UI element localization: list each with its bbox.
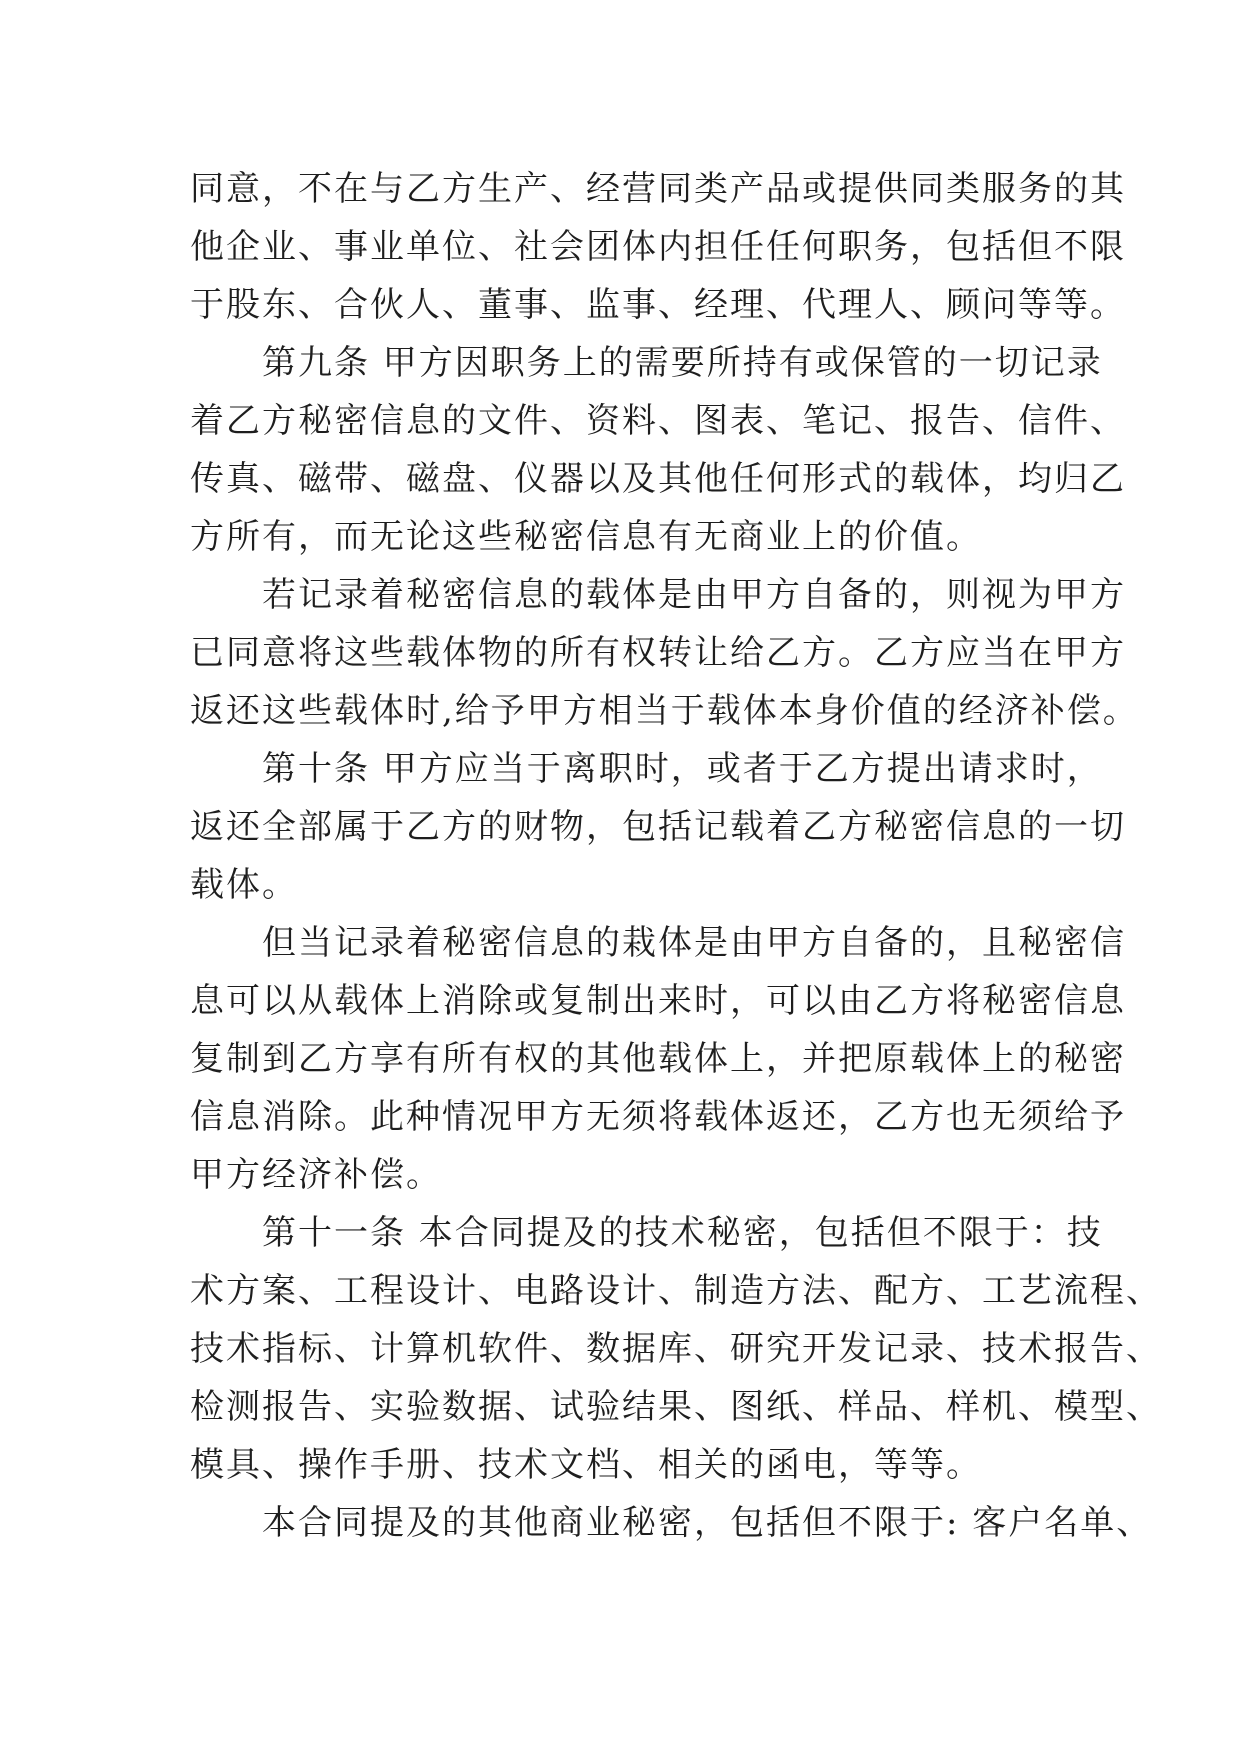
- text-line: 信息消除。此种情况甲方无须将载体返还，乙方也无须给予: [190, 1097, 1126, 1137]
- text-line: 第十一条 本合同提及的技术秘密，包括但不限于：技: [190, 1213, 1103, 1253]
- text-line: 第十条 甲方应当于离职时，或者于乙方提出请求时，: [190, 749, 1103, 789]
- text-line: 传真、磁带、磁盘、仪器以及其他任何形式的载体，均归乙: [190, 459, 1126, 499]
- text-line: 甲方经济补偿。: [190, 1155, 442, 1195]
- text-line: 技术指标、计算机软件、数据库、研究开发记录、技术报告、: [190, 1329, 1162, 1369]
- text-line: 载体。: [190, 865, 298, 905]
- text-line: 第九条 甲方因职务上的需要所持有或保管的一切记录: [190, 343, 1103, 383]
- text-line: 他企业、事业单位、社会团体内担任任何职务，包括但不限: [190, 227, 1126, 267]
- text-line: 着乙方秘密信息的文件、资料、图表、笔记、报告、信件、: [190, 401, 1126, 441]
- text-line: 同意，不在与乙方生产、经营同类产品或提供同类服务的其: [190, 169, 1126, 209]
- text-line: 返还这些载体时,给予甲方相当于载体本身价值的经济补偿。: [190, 691, 1139, 731]
- text-line: 返还全部属于乙方的财物，包括记载着乙方秘密信息的一切: [190, 807, 1126, 847]
- text-line: 模具、操作手册、技术文档、相关的函电，等等。: [190, 1445, 982, 1485]
- text-line: 方所有，而无论这些秘密信息有无商业上的价值。: [190, 517, 982, 557]
- text-line: 已同意将这些载体物的所有权转让给乙方。乙方应当在甲方: [190, 633, 1126, 673]
- text-line: 于股东、合伙人、董事、监事、经理、代理人、顾问等等。: [190, 285, 1126, 325]
- text-line: 但当记录着秘密信息的栽体是由甲方自备的，且秘密信: [190, 923, 1126, 963]
- text-line: 本合同提及的其他商业秘密，包括但不限于: 客户名单、: [190, 1503, 1153, 1543]
- text-line: 术方案、工程设计、电路设计、制造方法、配方、工艺流程、: [190, 1271, 1162, 1311]
- text-line: 复制到乙方享有所有权的其他载体上，并把原载体上的秘密: [190, 1039, 1126, 1079]
- text-line: 若记录着秘密信息的载体是由甲方自备的，则视为甲方: [190, 575, 1126, 615]
- text-line: 检测报告、实验数据、试验结果、图纸、样品、样机、模型、: [190, 1387, 1162, 1427]
- document-body: [190, 160, 1162, 1552]
- text-line: 息可以从载体上消除或复制出来时，可以由乙方将秘密信息: [190, 981, 1126, 1021]
